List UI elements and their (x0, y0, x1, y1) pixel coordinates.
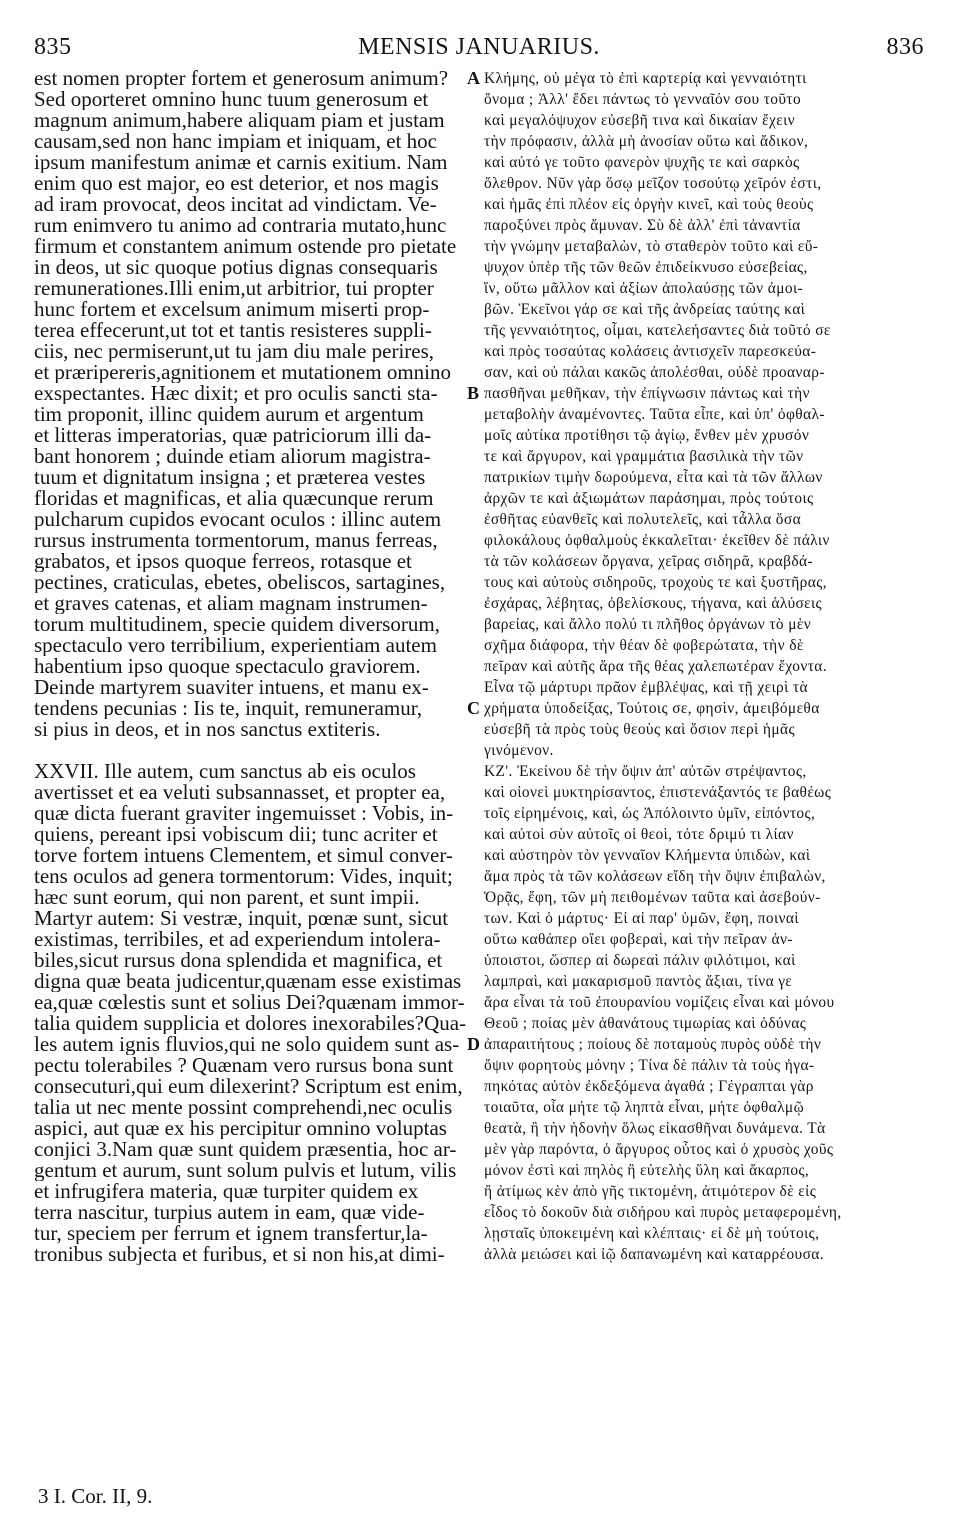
running-title: MENSIS JANUARIUS. (358, 34, 600, 60)
greek-text-line: τε καὶ ἄργυρον, καὶ γραμμάτια βασιλικὰ τὴν τῶν (484, 448, 804, 465)
latin-text-line: rursus instrumenta tormentorum, manus ferreas, (34, 530, 438, 551)
greek-text-line: ἅμα πρὸς τὰ τῶν κολάσεων εἴδη τὴν ὄψιν ἐπιβαλὼν, (484, 868, 826, 885)
latin-text-line: talia quidem supplicia et dolores inexorabiles?Qua- (34, 1013, 467, 1034)
greek-text-line: φιλοκάλους ὀφθαλμοὺς ἐκκαλεῖται· ἐκεῖθεν δὲ πάλιν (484, 532, 830, 549)
greek-text-line: τὴν γνώμην μεταβαλὼν, τὸ σταθερὸν τοῦτο καὶ εὔ- (484, 238, 819, 255)
latin-text-line: quiens, pereant ipsi vobiscum dii; tunc acriter et (34, 824, 438, 845)
latin-text-line: ea,quæ cœlestis sunt et solius Dei?quænam immor- (34, 992, 465, 1013)
greek-text-line: σχῆμα διάφορα, τὴν θέαν δὲ φοβερώτατα, τὴν δὲ (484, 637, 804, 654)
latin-text-line: ciis, nec permiserunt,ut tu jam diu male perires, (34, 341, 435, 362)
greek-text-line: Κλήμης, οὐ μέγα τὸ ἐπὶ καρτερίᾳ καὶ γενναιότητι A (467, 68, 807, 88)
greek-text-line: μὲν γὰρ παρόντα, ὁ ἄργυρος οὗτος καὶ ὁ χρυσὸς χοῦς (484, 1141, 834, 1158)
greek-text-line: θεατὰ, ἢ τὴν ἡδονὴν ὅλως εἰκασθῆναι δυνάμενα. Τὰ (484, 1120, 826, 1137)
latin-text-line: et infrugifera materia, quæ turpiter quidem ex (34, 1181, 419, 1202)
greek-text-line: Ὁρᾷς, ἔφη, τῶν μὴ πειθομένων ταῦτα καὶ ἀσεβούν- (484, 889, 821, 906)
greek-text-line: ἐσχάρας, λέβητας, ὀβελίσκους, τήγανα, καὶ ἁλύσεις (484, 595, 823, 612)
latin-text-line: conjici 3.Nam quæ sunt quidem præsentia, hoc ar- (34, 1139, 457, 1160)
latin-text-line: XXVII. Ille autem, cum sanctus ab eis oculos (34, 761, 416, 782)
greek-text-line: βαρείας, καὶ ἄλλο πολύ τι πλῆθος ὀργάνων τὸ μὲν (484, 616, 812, 633)
latin-text-line: digna quæ beata judicentur,quænam esse existimas (34, 971, 462, 992)
greek-text-line: καὶ αὐτό γε τοῦτο φανερὸν ψυχῆς τε καὶ σαρκὸς (484, 154, 800, 171)
latin-text-line: tur, speciem per ferrum et ignem transfertur,la- (34, 1223, 428, 1244)
latin-text-line: tens oculos ad genera tormentorum: Vides, inquit; (34, 866, 453, 887)
latin-text-line: pulcharum cupidos evocant oculos : illinc autem (34, 509, 442, 530)
greek-text-line: οὕτω καθάπερ οἴει φοβεραὶ, καὶ τὴν πεῖραν ἀν- (484, 931, 793, 948)
greek-text-line: ὄνομα ; Ἀλλ' ἔδει πάντως τὸ γενναῖόν σου τοῦτο (484, 91, 802, 108)
greek-text-line: τῆς γενναιότητος, οἶμαι, κατελεήσαντες διὰ τοῦτό σε (484, 322, 831, 339)
greek-text-line: τοῖς εἰρημένοις, καὶ, ὡς Ἀπόλοιντο ὑμῖν, εἰπόντος, (484, 805, 816, 822)
greek-text-line: των. Καὶ ὁ μάρτυς· Εἰ αἱ παρ' ὑμῶν, ἔφη, ποιναὶ (484, 910, 799, 927)
greek-text-line: τοιαῦτα, οἷα μήτε τῷ ληπτὰ εἶναι, μήτε ὀφθαλμῷ (484, 1099, 805, 1116)
latin-text-line: existimas, terribiles, et ad experiendum intolera- (34, 929, 441, 950)
latin-text-line: enim quo est major, eo est deterior, et nos magis (34, 173, 439, 194)
greek-text-line: σαν, καὶ οὐ πάλαι κακῶς ἀπολέσθαι, οὐδὲ προαναρ- (484, 364, 825, 381)
latin-text-line: et præripereris,agnitionem et mutationem omnino (34, 362, 451, 383)
greek-text-line: ἀπαραιτήτους ; ποίους δὲ ποταμοὺς πυρὸς οὐδὲ τὴν D (467, 1034, 822, 1054)
latin-text-line: causam,sed non hanc impiam et iniquam, et hoc (34, 131, 437, 152)
latin-text-line: spectaculo vero terribilium, experientiam autem (34, 635, 437, 656)
latin-text-line: ad iram provocat, deos incitat ad vindictam. Ve- (34, 194, 437, 215)
greek-text-line: ἐσθῆτας εὐανθεῖς καὶ πολυτελεῖς, καὶ τἆλλα ὅσα (484, 511, 802, 528)
greek-text-line: τὴν πρόφασιν, ἀλλὰ μὴ ἀνοσίαν οὕτω καὶ ἄδικον, (484, 133, 809, 150)
greek-text-line: παροξύνει πρὸς ἄμυναν. Σὺ δὲ ἀλλ' ἐπὶ τἀναντία (484, 217, 801, 234)
greek-text-line: λῃσταῖς ὑποκειμένη καὶ κλέπταις· εἰ δὲ μὴ τούτοις, (484, 1225, 820, 1242)
greek-text-line: εἶδος τὸ δοκοῦν διὰ σιδήρου καὶ πυρὸς μεταφερομένη, (484, 1204, 842, 1221)
latin-text-line: est nomen propter fortem et generosum animum? (34, 68, 449, 89)
right-page-number: 836 (886, 34, 924, 60)
greek-text-line: καὶ αὐτοὶ σὺν αὐτοῖς οἱ θεοὶ, τότε δριμύ τι λίαν (484, 826, 794, 843)
greek-text-line: μοῖς αὐτίκα προτίθησι τῷ ἁγίῳ, ἔνθεν μὲν χρυσόν (484, 427, 810, 444)
latin-text-line: consecuturi,qui eum dilexerint? Scriptum est enim, (34, 1076, 463, 1097)
footnote: 3 I. Cor. II, 9. (38, 1484, 153, 1508)
section-marker: B (467, 383, 480, 403)
greek-text-line: ὄλεθρον. Νῦν γὰρ ὅσῳ μεῖζον τοσούτῳ χεῖρόν ἐστι, (484, 175, 822, 192)
latin-text-line: biles,sicut rursus dona splendida et magnifica, et (34, 950, 443, 971)
greek-text-line: ψυχον ὑπὲρ τῆς τῶν θεῶν ἐπιδείκνυσο εὐσεβείας, (484, 259, 808, 276)
latin-text-line: magnum animum,habere aliquam piam et justam (34, 110, 445, 131)
greek-column (467, 68, 927, 1265)
latin-text-line: pectu tolerabiles ? Quænam vero rursus bona sunt (34, 1055, 454, 1076)
greek-text-line: βῶν. Ἐκεῖνοι γάρ σε καὶ τῆς ἀνδρείας ταύτης καὶ (484, 301, 806, 318)
latin-text-line: hæc sunt eorum, qui non parent, et sunt impii. (34, 887, 420, 908)
greek-text-line: γινόμενον. (484, 742, 554, 759)
greek-text-line: ὑποιστοι, ὥσπερ αἱ δωρεαὶ πάλιν φιλότιμοι, καὶ (484, 952, 796, 969)
greek-text-line: πηκότας αὐτὸν ἐκδεξόμενα ἀγαθά ; Γέγραπται γὰρ (484, 1078, 814, 1095)
section-marker: D (467, 1034, 481, 1054)
latin-text-line: rum enimvero tu animo ad contraria mutato,hunc (34, 215, 447, 236)
greek-text-line: πεῖραν καὶ αὐτῆς ἄρα τῆς θέας χαλεπωτέραν ἔχοντα. (484, 658, 828, 675)
latin-text-line: pectines, craticulas, ebetes, obeliscos, sartagines, (34, 572, 446, 593)
latin-text-line: tim proponit, illinc quidem aurum et argentum (34, 404, 424, 425)
latin-text-line: Sed oporteret omnino hunc tuum generosum et (34, 89, 429, 110)
latin-text-line: les autem ignis fluvios,qui ne solo quidem sunt as- (34, 1034, 460, 1055)
latin-text-line: quæ dicta fuerant graviter ingemuisset : Vobis, in- (34, 803, 454, 824)
latin-text-line: talia ut nec mente possint comprehendi,nec oculis (34, 1097, 453, 1118)
latin-text-line: floridas et magnificas, et alia quæcunque rerum (34, 488, 434, 509)
greek-text-line: ἀρχῶν τε καὶ ἀξιωμάτων παράσημαι, πρὸς τούτοις (484, 490, 814, 507)
greek-text-line: μεταβολὴν ἀναμένοντες. Ταῦτα εἶπε, καὶ ὑπ' ὀφθαλ- (484, 406, 825, 423)
greek-text-line: ΚΖ'. Ἐκείνου δὲ τὴν ὄψιν ἀπ' αὐτῶν στρέψαντος, (484, 763, 807, 780)
greek-text-line: καὶ μεγαλόψυχον εὐσεβῆ τινα καὶ δικαίαν ἔχειν (484, 112, 796, 129)
latin-text-line: remunerationes.Illi enim,ut arbitrior, tui propter (34, 278, 434, 299)
greek-text-line: ἢ ἀτίμως κὲν ἀπὸ γῆς τικτομένη, ἀτιμότερον δὲ εἰς (484, 1183, 817, 1200)
latin-column (34, 68, 470, 1265)
greek-text-line: χρήματα ὑποδείξας, Τούτοις σε, φησὶν, ἀμειβόμεθα C (467, 698, 820, 718)
latin-text-line: et litteras imperatorias, quæ patriciorum illi da- (34, 425, 432, 446)
greek-text-line: πατρικίων τιμὴν δωρούμενα, εἶτα καὶ τὰ τῶν ἄλλων (484, 469, 823, 486)
latin-text-line: firmum et constantem animum ostende pro pietate (34, 236, 457, 257)
latin-text-line: ipsum manifestum animæ et carnis exitium. Nam (34, 152, 448, 173)
latin-text-line: aspici, aut quæ ex his percipitur omnino voluptas (34, 1118, 447, 1139)
greek-text-line: ἄρα εἶναι τὰ τοῦ ἐπουρανίου νομίζεις εἶναι καὶ μόνου (484, 994, 835, 1011)
latin-text-line: torum multitudinem, specie quidem diversorum, (34, 614, 440, 635)
latin-text-line: Martyr autem: Si vestræ, inquit, pœnæ sunt, sicut (34, 908, 449, 929)
latin-text-line (34, 740, 470, 761)
greek-text-line: λαμπραὶ, καὶ μακαρισμοῦ παντὸς ἄξιαι, τίνα γε (484, 973, 793, 990)
greek-text-line: καὶ ἡμᾶς ἐπὶ πλέον εἰς ὀργὴν κινεῖ, καὶ τοὺς θεοὺς (484, 196, 814, 213)
greek-text-line: τὰ τῶν κολάσεων ὄργανα, χεῖρας σιδηρᾶ, κραβδά- (484, 553, 813, 570)
greek-text-line: ὄψιν φορητοὺς μόνην ; Τίνα δὲ πάλιν τὰ τοὺς ἠγα- (484, 1057, 815, 1074)
greek-text-line: καὶ πρὸς τοσαύτας κολάσεις ἀντισχεῖν παρεσκεύα- (484, 343, 817, 360)
greek-text-line: Θεοῦ ; ποίας μὲν ἀθανάτους τιμωρίας καὶ ὀδύνας (484, 1015, 807, 1032)
latin-text-line: Deinde martyrem suaviter intuens, et manu ex- (34, 677, 429, 698)
latin-text-line: terea effecerunt,ut tot et tantis resisteres suppli- (34, 320, 432, 341)
greek-text-line: καὶ αὐστηρὸν τὸν γενναῖον Κλήμεντα ὑπιδὼν, καὶ (484, 847, 811, 864)
latin-text-line: et graves catenas, et aliam magnam instrumen- (34, 593, 428, 614)
latin-text-line: gentum et aurum, sunt solum pulvis et lutum, vilis (34, 1160, 457, 1181)
latin-text-line: habentium ipso quoque spectaculo graviorem. (34, 656, 421, 677)
section-marker: C (467, 698, 481, 718)
latin-text-line: bant honorem ; duinde etiam aliorum magistra- (34, 446, 431, 467)
left-page-number: 835 (34, 34, 72, 60)
page-header (34, 34, 924, 64)
latin-text-line: avertisset et ea veluti subsannasset, et propter ea, (34, 782, 446, 803)
latin-text-line: exspectantes. Hæc dixit; et pro oculis sancti sta- (34, 383, 438, 404)
greek-text-line: ἀλλὰ μειώσει καὶ ἰῷ δαπανωμένη καὶ καταρρέουσα. (484, 1246, 824, 1263)
greek-text-line: ἵν, οὕτω μᾶλλον καὶ ἀξίων ἀπολαύσῃς τῶν ἀμοι- (484, 280, 804, 297)
greek-text-line: μόνον ἐστὶ καὶ πηλὸς ἢ εὐτελὴς ὕλη καὶ ἄκαρπος, (484, 1162, 810, 1179)
latin-text-line: in deos, ut sic quoque potius dignas consequaris (34, 257, 438, 278)
latin-text-line: tronibus subjecta et furibus, et si non his,at dimi- (34, 1244, 445, 1265)
latin-text-line: hunc fortem et excelsum animum miserti prop- (34, 299, 430, 320)
latin-text-line: torve fortem intuens Clementem, et simul conver- (34, 845, 453, 866)
greek-text-line: Εἶνα τῷ μάρτυρι πρᾶον ἐμβλέψας, καὶ τῇ χειρὶ τὰ (484, 679, 808, 696)
section-marker: A (467, 68, 481, 88)
latin-text-line: grabatos, et ipsos quoque ferreos, rotasque et (34, 551, 412, 572)
latin-text-line: terra nascitur, turpius autem in eam, quæ vide- (34, 1202, 425, 1223)
greek-text-line: τους καὶ αὐτοὺς σιδηροῦς, τροχοὺς τε καὶ ξυστῆρας, (484, 574, 827, 591)
latin-text-line: si pius in deos, et in nos sanctus extiteris. (34, 719, 381, 740)
latin-text-line: tuum et dignitatum insigna ; et præterea vestes (34, 467, 426, 488)
latin-text-line: tendens pecunias : Iis te, inquit, remuneramur, (34, 698, 423, 719)
greek-text-line: καὶ οἱονεὶ μυκτηρίσαντος, ἐπιστενάξαντός τε βαθέως (484, 784, 832, 801)
greek-text-line: εὐσεβῆ τὰ πρὸς τοὺς θεοὺς καὶ ὅσιον περὶ ἡμᾶς (484, 721, 795, 738)
greek-text-line: πασθῆναι μεθῆκαν, τὴν ἐπίγνωσιν πάντως καὶ τὴν B (467, 383, 810, 403)
